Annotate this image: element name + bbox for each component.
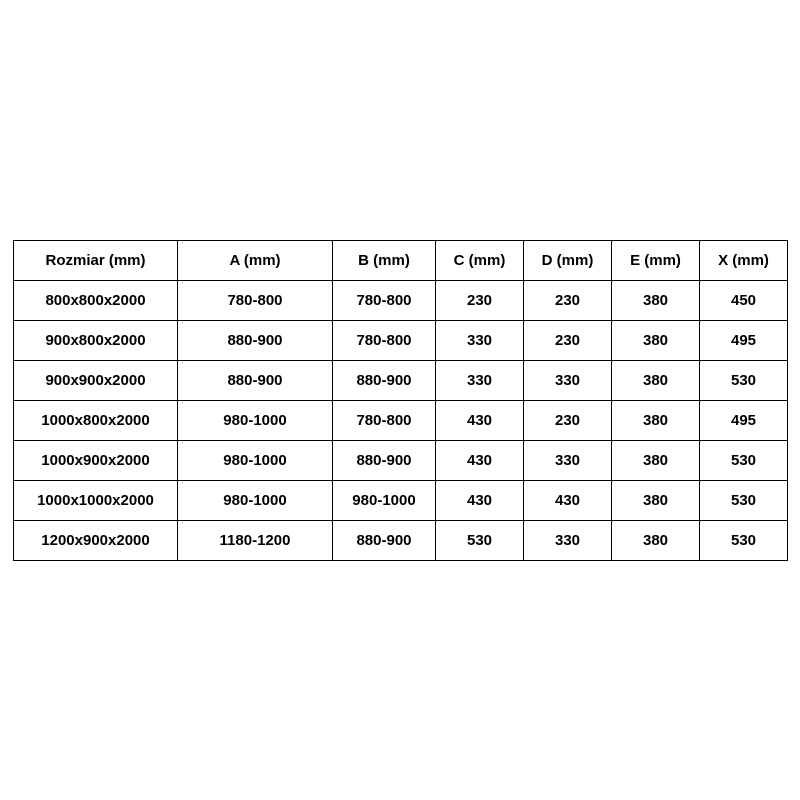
cell-d: 330: [524, 441, 612, 481]
cell-a: 780-800: [178, 281, 333, 321]
cell-c: 430: [436, 401, 524, 441]
cell-d: 230: [524, 281, 612, 321]
column-header-b: B (mm): [333, 241, 436, 281]
cell-x: 495: [700, 321, 788, 361]
column-header-e: E (mm): [612, 241, 700, 281]
cell-size: 1000x900x2000: [14, 441, 178, 481]
cell-a: 980-1000: [178, 481, 333, 521]
cell-e: 380: [612, 481, 700, 521]
table-row: [14, 521, 788, 561]
column-header-size: Rozmiar (mm): [14, 241, 178, 281]
cell-a: 880-900: [178, 361, 333, 401]
cell-b: 880-900: [333, 441, 436, 481]
cell-e: 380: [612, 521, 700, 561]
cell-x: 530: [700, 521, 788, 561]
cell-a: 880-900: [178, 321, 333, 361]
cell-x: 450: [700, 281, 788, 321]
table-row: [14, 401, 788, 441]
cell-a: 980-1000: [178, 441, 333, 481]
cell-e: 380: [612, 441, 700, 481]
cell-x: 495: [700, 401, 788, 441]
cell-b: 780-800: [333, 281, 436, 321]
cell-d: 230: [524, 401, 612, 441]
table-row: [14, 361, 788, 401]
cell-d: 330: [524, 521, 612, 561]
cell-size: 800x800x2000: [14, 281, 178, 321]
cell-size: 1200x900x2000: [14, 521, 178, 561]
cell-x: 530: [700, 481, 788, 521]
cell-d: 330: [524, 361, 612, 401]
cell-c: 530: [436, 521, 524, 561]
cell-c: 430: [436, 441, 524, 481]
cell-c: 330: [436, 321, 524, 361]
cell-b: 980-1000: [333, 481, 436, 521]
cell-a: 1180-1200: [178, 521, 333, 561]
cell-x: 530: [700, 441, 788, 481]
cell-b: 780-800: [333, 321, 436, 361]
cell-e: 380: [612, 361, 700, 401]
dimensions-table: [13, 240, 788, 561]
cell-c: 230: [436, 281, 524, 321]
cell-d: 230: [524, 321, 612, 361]
dimensions-table-container: [13, 240, 787, 561]
table-body: [14, 281, 788, 561]
cell-b: 780-800: [333, 401, 436, 441]
cell-e: 380: [612, 281, 700, 321]
table-row: [14, 321, 788, 361]
column-header-c: C (mm): [436, 241, 524, 281]
cell-b: 880-900: [333, 521, 436, 561]
column-header-a: A (mm): [178, 241, 333, 281]
column-header-d: D (mm): [524, 241, 612, 281]
cell-d: 430: [524, 481, 612, 521]
cell-e: 380: [612, 401, 700, 441]
table-header-row: [14, 241, 788, 281]
cell-e: 380: [612, 321, 700, 361]
cell-c: 330: [436, 361, 524, 401]
cell-c: 430: [436, 481, 524, 521]
cell-size: 900x900x2000: [14, 361, 178, 401]
cell-size: 1000x1000x2000: [14, 481, 178, 521]
table-row: [14, 441, 788, 481]
column-header-x: X (mm): [700, 241, 788, 281]
cell-size: 900x800x2000: [14, 321, 178, 361]
table-row: [14, 481, 788, 521]
table-row: [14, 281, 788, 321]
table-header: [14, 241, 788, 281]
cell-size: 1000x800x2000: [14, 401, 178, 441]
cell-x: 530: [700, 361, 788, 401]
cell-a: 980-1000: [178, 401, 333, 441]
cell-b: 880-900: [333, 361, 436, 401]
